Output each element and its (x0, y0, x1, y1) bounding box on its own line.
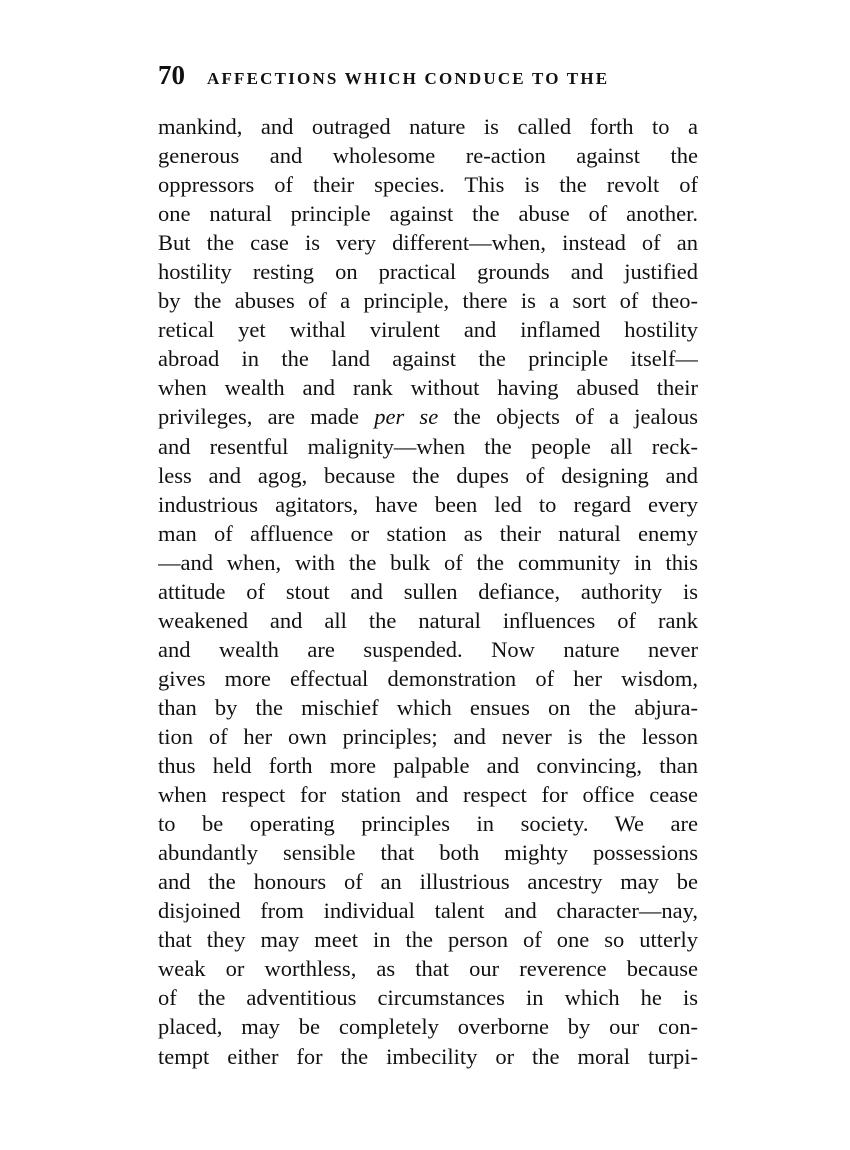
text-line: that they may meet in the person of one so utterly (158, 927, 698, 953)
text-line: —and when, with the bulk of the community in this (158, 549, 698, 575)
text-line: mankind, and outraged nature is called forth to a (158, 114, 698, 139)
text-line: and wealth are suspended. Now nature never (158, 636, 698, 662)
page-number: 70 (158, 60, 185, 90)
text-line: abundantly sensible that both mighty possessions (158, 840, 698, 866)
text-line: when wealth and rank without having abused their (158, 375, 698, 401)
text-line: industrious agitators, have been led to regard every (158, 491, 698, 517)
text-line: thus held forth more palpable and convincing, than (158, 753, 698, 779)
text-line: of the adventitious circumstances in which he is (158, 985, 698, 1011)
text-line: one natural principle against the abuse of another. (158, 201, 698, 227)
text-line: gives more effectual demonstration of her wisdom, (158, 665, 698, 691)
text-line: generous and wholesome re-action against the (158, 143, 698, 169)
text-line: weak or worthless, as that our reverence because (158, 956, 698, 982)
text-line: less and agog, because the dupes of designing and (158, 462, 698, 488)
text-line: man of affluence or station as their natural enemy (158, 520, 698, 546)
text-line: by the abuses of a principle, there is a sort of theo- (158, 288, 698, 314)
text-line: tion of her own principles; and never is the lesson (158, 723, 698, 749)
text-line: tempt either for the imbecility or the moral turpi- (158, 1043, 698, 1069)
text-line: weakened and all the natural influences of rank (158, 607, 698, 633)
text-line: to be operating principles in society. We are (158, 811, 698, 837)
text-line: privileges, are made per se the objects of a jealous (158, 404, 698, 430)
text-line: retical yet withal virulent and inflamed hostility (158, 317, 698, 343)
text-line: when respect for station and respect for office cease (158, 782, 698, 808)
text-line: disjoined from individual talent and character—nay, (158, 898, 698, 924)
running-head (158, 60, 698, 94)
italic-phrase: per se (374, 404, 439, 430)
text-line: hostility resting on practical grounds and justified (158, 259, 698, 285)
text-line: oppressors of their species. This is the revolt of (158, 172, 698, 198)
text-line: than by the mischief which ensues on the abjura- (158, 694, 698, 720)
text-line: But the case is very different—when, instead of an (158, 230, 698, 256)
text-line: and the honours of an illustrious ancestry may be (158, 869, 698, 895)
text-line: placed, may be completely overborne by our con- (158, 1014, 698, 1040)
text-line: attitude of stout and sullen defiance, authority is (158, 578, 698, 604)
text-line: and resentful malignity—when the people all reck- (158, 433, 698, 459)
text-line: abroad in the land against the principle itself— (158, 346, 698, 372)
body-text (158, 112, 698, 1071)
running-title: AFFECTIONS WHICH CONDUCE TO THE (207, 69, 610, 88)
